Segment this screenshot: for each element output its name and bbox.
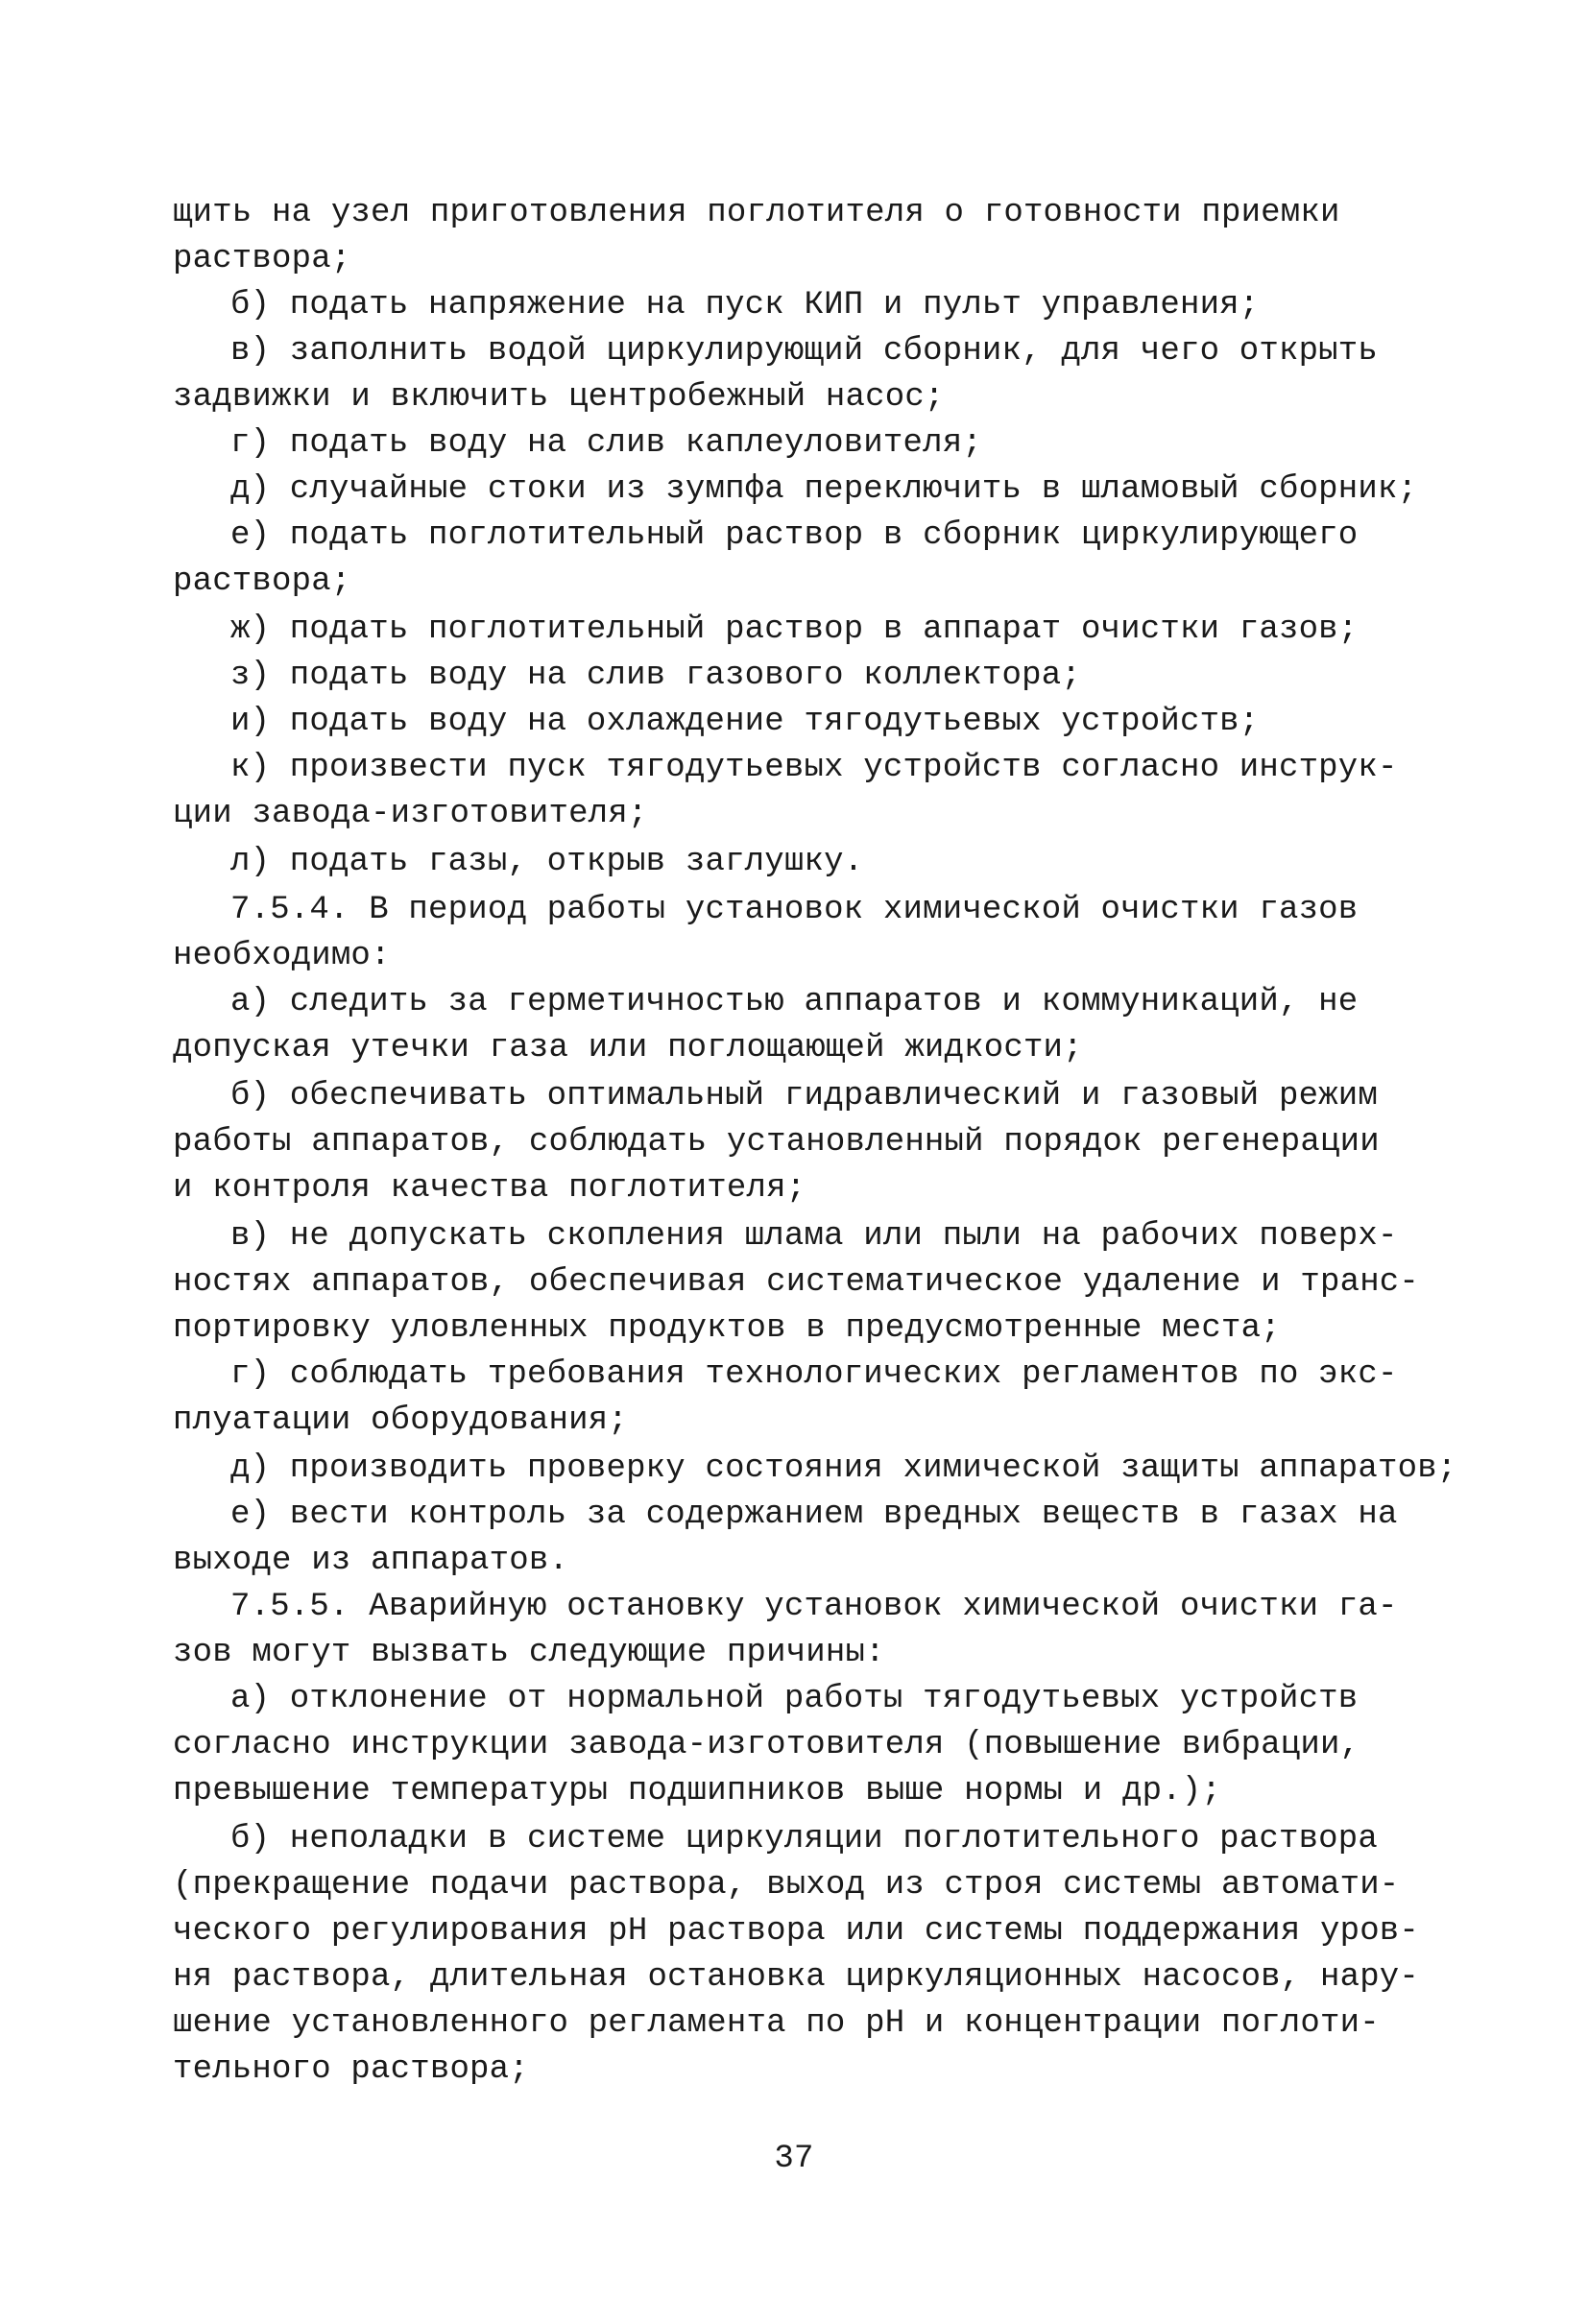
text-line: превышение температуры подшипников выше нормы и др.); (173, 1773, 1221, 1809)
text-line: (прекращение подачи раствора, выход из строя системы автомати- (173, 1867, 1400, 1904)
text-line: раствора; (173, 563, 351, 600)
text-line: к) произвести пуск тягодутьевых устройств согласно инструк- (230, 750, 1398, 786)
text-line: согласно инструкции завода-изготовителя (повышение вибрации, (173, 1727, 1360, 1763)
text-line: д) производить проверку состояния химической защиты аппаратов; (230, 1450, 1457, 1487)
text-line: шение установленного регламента по pH и концентрации поглоти- (173, 2005, 1380, 2042)
text-line: б) неполадки в системе циркуляции поглотительного раствора (230, 1821, 1378, 1857)
text-line: б) обеспечивать оптимальный гидравлический и газовый режим (230, 1078, 1378, 1114)
text-line: г) подать воду на слив каплеуловителя; (230, 425, 982, 462)
text-line: в) заполнить водой циркулирующий сборник, для чего открыть (230, 333, 1378, 370)
text-line: портировку уловленных продуктов в предусмотренные места; (173, 1310, 1281, 1347)
text-line: щить на узел приготовления поглотителя о готовности приемки (173, 195, 1340, 231)
text-line: 7.5.4. В период работы установок химической очистки газов (230, 892, 1359, 928)
text-line: ностях аппаратов, обеспечивая систематическое удаление и транс- (173, 1264, 1420, 1301)
text-line: е) подать поглотительный раствор в сборник циркулирующего (230, 517, 1359, 554)
text-line: а) отклонение от нормальной работы тягодутьевых устройств (230, 1681, 1359, 1717)
text-line: раствора; (173, 241, 351, 277)
text-line: выходе из аппаратов. (173, 1543, 569, 1579)
text-line: допуская утечки газа или поглощающей жидкости; (173, 1030, 1083, 1066)
text-line: задвижки и включить центробежный насос; (173, 379, 945, 416)
text-line: з) подать воду на слив газового коллектора; (230, 658, 1081, 694)
text-line: е) вести контроль за содержанием вредных веществ в газах на (230, 1497, 1398, 1533)
text-line: ческого регулирования pH раствора или системы поддержания уров- (173, 1913, 1420, 1950)
text-line: а) следить за герметичностью аппаратов и коммуникаций, не (230, 984, 1359, 1020)
text-line: 7.5.5. Аварийную остановку установок химической очистки га- (230, 1589, 1398, 1625)
text-line: д) случайные стоки из зумпфа переключить в шламовый сборник; (230, 471, 1418, 508)
text-line: и) подать воду на охлаждение тягодутьевых устройств; (230, 704, 1260, 740)
text-line: ня раствора, длительная остановка циркуляционных насосов, нару- (173, 1959, 1420, 1996)
page-number: 37 (774, 2141, 814, 2177)
text-line: б) подать напряжение на пуск КИП и пульт управления; (230, 287, 1260, 323)
text-line: необходимо: (173, 938, 391, 974)
text-line: в) не допускать скопления шлама или пыли на рабочих поверх- (230, 1218, 1398, 1255)
text-line: тельного раствора; (173, 2051, 529, 2088)
text-line: л) подать газы, открыв заглушку. (230, 844, 864, 880)
text-line: г) соблюдать требования технологических регламентов по экс- (230, 1356, 1398, 1393)
text-line: работы аппаратов, соблюдать установленный порядок регенерации (173, 1124, 1380, 1161)
text-line: и контроля качества поглотителя; (173, 1170, 806, 1207)
text-line: зов могут вызвать следующие причины: (173, 1635, 885, 1671)
text-line: ции завода-изготовителя; (173, 796, 648, 832)
text-line: ж) подать поглотительный раствор в аппарат очистки газов; (230, 611, 1359, 648)
text-line: плуатации оборудования; (173, 1402, 628, 1439)
